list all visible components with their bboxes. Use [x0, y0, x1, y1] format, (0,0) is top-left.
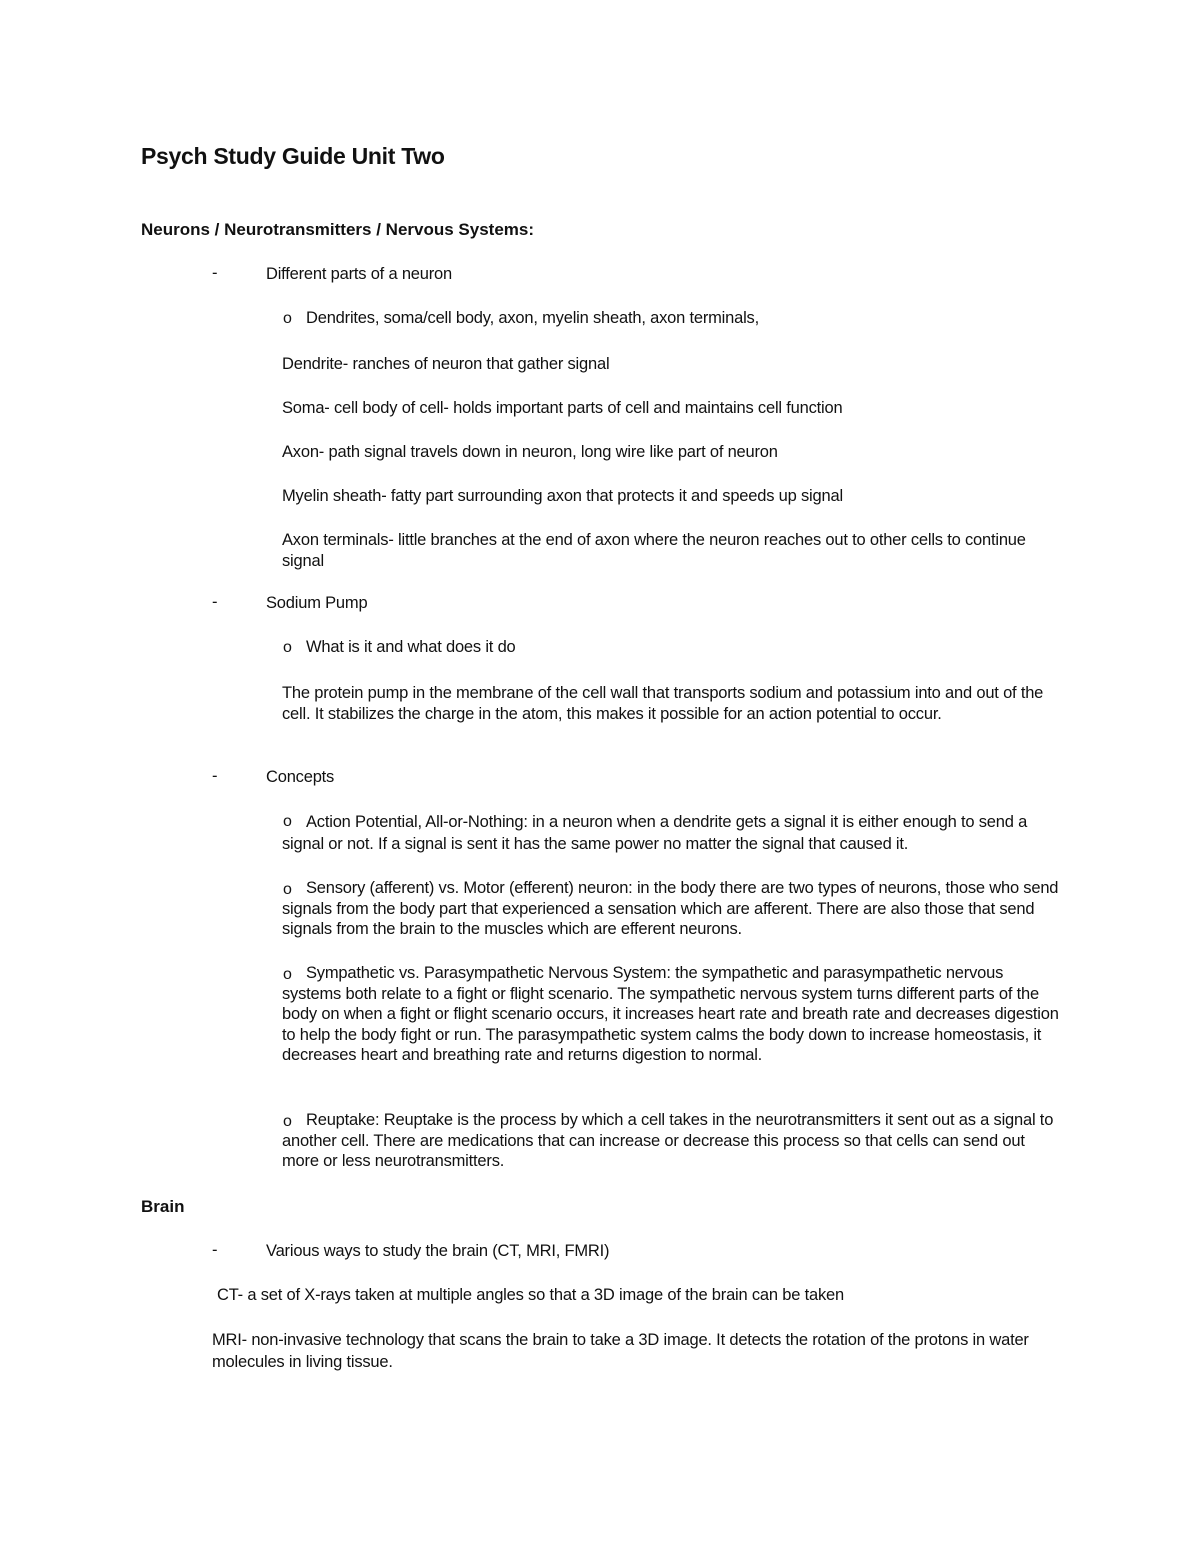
- subitem-neuron-parts-list: Dendrites, soma/cell body, axon, myelin sheath, axon terminals,: [306, 309, 759, 327]
- concept-reuptake: Reuptake: Reuptake is the process by which a cell takes in the neurotransmitters it sent out as a signal to another cell. There are medications that can increase or decrease this process so that cells can send out more or less neurotransmitters.: [282, 1111, 1054, 1170]
- circle-bullet: o: [283, 813, 292, 830]
- item-study-brain: Various ways to study the brain (CT, MRI, FMRI): [266, 1242, 610, 1260]
- circle-bullet: o: [283, 966, 292, 983]
- dash-bullet: -: [212, 767, 218, 785]
- circle-bullet: o: [283, 881, 292, 898]
- page-title: Psych Study Guide Unit Two: [141, 143, 445, 169]
- answer-sodium-pump: The protein pump in the membrane of the cell wall that transports sodium and potassium into and out of the cell. It stabilizes the charge in the atom, this makes it possible for an action potential to occur.: [282, 684, 1044, 723]
- section-heading-neurons: Neurons / Neurotransmitters / Nervous Systems:: [141, 220, 535, 239]
- concept-sensory-motor: Sensory (afferent) vs. Motor (efferent) neuron: in the body there are two types of neurons, those who send signals from the body part that experienced a sensation which are afferent. There are also those that send signals from the brain to the muscles which are efferent neurons.: [282, 879, 1059, 938]
- item-concepts: Concepts: [266, 768, 335, 786]
- definition-axon: Axon- path signal travels down in neuron, long wire like part of neuron: [282, 443, 778, 461]
- dash-bullet: -: [212, 264, 218, 282]
- circle-bullet: o: [283, 310, 292, 327]
- definition-dendrite: Dendrite- ranches of neuron that gather signal: [282, 355, 610, 373]
- definition-axon-terminals: Axon terminals- little branches at the end of axon where the neuron reaches out to other cells to continue signal: [282, 531, 1026, 570]
- concept-sympathetic-parasympathetic: Sympathetic vs. Parasympathetic Nervous System: the sympathetic and parasympathetic nervous systems both relate to a fight or flight scenario. The sympathetic nervous system turns different parts of the body on when a fight or flight scenario occurs, it increases heart rate and breath rate and decreases digestion to help the body fight or run. The parasympathetic system calms the body down to increase homeostasis, it decreases heart and breathing rate and returns digestion to normal.: [282, 964, 1059, 1064]
- dash-bullet: -: [212, 1241, 218, 1259]
- item-sodium-pump: Sodium Pump: [266, 594, 368, 612]
- concept-action-potential: Action Potential, All-or-Nothing: in a neuron when a dendrite gets a signal it is either enough to send a signal or not. If a signal is sent it has the same power no matter the signal that caused it.: [282, 813, 1028, 853]
- item-neuron-parts: Different parts of a neuron: [266, 265, 452, 283]
- subitem-sodium-pump-question: What is it and what does it do: [306, 638, 516, 656]
- definition-mri: MRI- non-invasive technology that scans the brain to take a 3D image. It detects the rotation of the protons in water molecules in living tissue.: [212, 1331, 1029, 1371]
- circle-bullet: o: [283, 1113, 292, 1130]
- section-heading-brain: Brain: [141, 1197, 185, 1216]
- circle-bullet: o: [283, 639, 292, 656]
- definition-ct: CT- a set of X-rays taken at multiple angles so that a 3D image of the brain can be taken: [217, 1286, 844, 1304]
- dash-bullet: -: [212, 593, 218, 611]
- definition-soma: Soma- cell body of cell- holds important parts of cell and maintains cell function: [282, 399, 843, 417]
- definition-myelin-sheath: Myelin sheath- fatty part surrounding axon that protects it and speeds up signal: [282, 487, 843, 505]
